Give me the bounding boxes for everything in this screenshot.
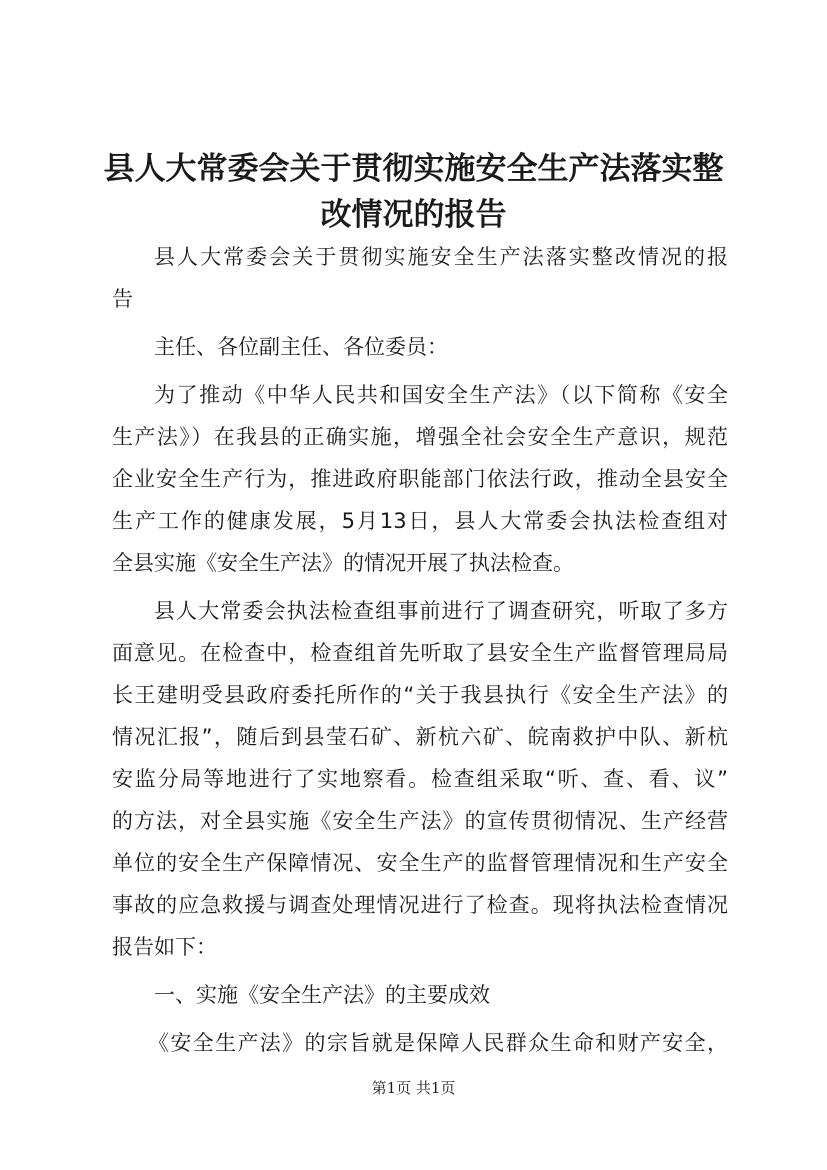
text-line: 面意见。在检查中，检查组首先听取了县安全生产监督管理局局 (112, 641, 728, 665)
text-line: 事故的应急救援与调查处理情况进行了检查。现将执法检查情况 (112, 893, 728, 917)
title-line-1: 县人大常委会关于贯彻实施安全生产法落实整 (103, 151, 724, 187)
text-line: 报告如下： (112, 935, 217, 959)
text-line: 长王建明受县政府委托所作的“关于我县执行《安全生产法》的 (112, 683, 728, 707)
text-line: 主任、各位副主任、各位委员： (154, 335, 448, 359)
text-line: 安监分局等地进行了实地察看。检查组采取“听、查、看、议” (112, 767, 728, 791)
title-line-2: 改情况的报告 (320, 197, 507, 233)
text-line: 为了推动《中华人民共和国安全生产法》（以下简称《安全 (154, 383, 728, 407)
text-line: 情况汇报”，随后到县莹石矿、新杭六矿、皖南救护中队、新杭 (112, 725, 728, 749)
text-line: 县人大常委会执法检查组事前进行了调查研究，听取了多方 (154, 599, 728, 623)
text-line: 生产法》）在我县的正确实施，增强全社会安全生产意识，规范 (112, 425, 728, 449)
text-line: 县人大常委会关于贯彻实施安全生产法落实整改情况的报 (154, 245, 728, 269)
text-line: 一、实施《安全生产法》的主要成效 (154, 983, 490, 1007)
document-body (112, 236, 728, 1064)
text-line: 生产工作的健康发展，5月13日，县人大常委会执法检查组对 (112, 509, 728, 533)
page-footer: 第1页 共1页 (371, 1079, 456, 1097)
paragraph-intro (112, 374, 728, 584)
text-line: 单位的安全生产保障情况、安全生产的监督管理情况和生产安全 (112, 851, 728, 875)
paragraph-purpose (112, 1022, 728, 1064)
document-title (100, 146, 727, 238)
paragraph-salutation (112, 326, 728, 368)
text-line: 告 (112, 287, 133, 311)
text-line: 的方法，对全县实施《安全生产法》的宣传贯彻情况、生产经营 (112, 809, 728, 833)
section-heading-1 (112, 974, 728, 1016)
paragraph-report-title (112, 236, 728, 320)
text-line: 企业安全生产行为，推进政府职能部门依法行政，推动全县安全 (112, 467, 728, 491)
text-line: 《安全生产法》的宗旨就是保障人民群众生命和财产安全， (148, 1031, 728, 1055)
paragraph-inspection (112, 590, 728, 968)
text-line: 全县实施《安全生产法》的情况开展了执法检查。 (112, 551, 574, 575)
